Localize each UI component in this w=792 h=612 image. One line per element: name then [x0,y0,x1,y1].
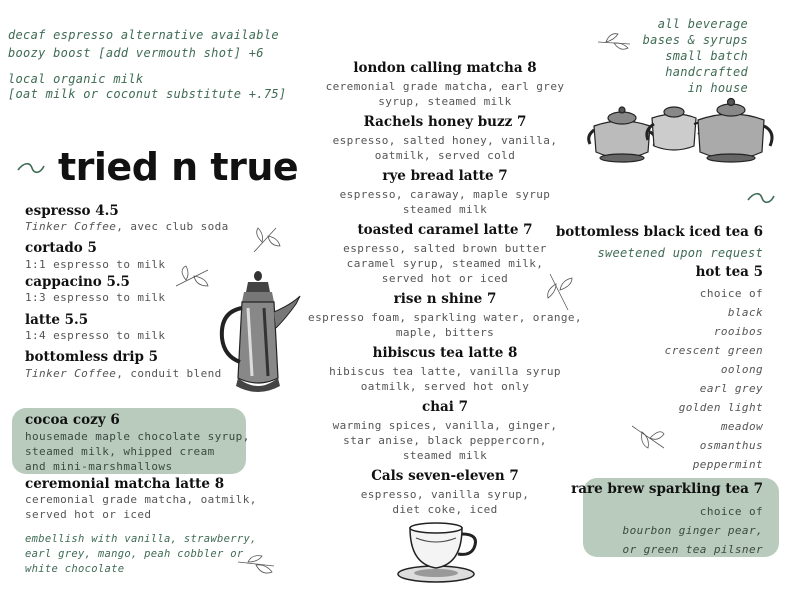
desc-line: steamed milk, whipped cream [25,445,215,458]
bottomless-black-iced-tea-title: bottomless black iced tea 6 [555,224,763,240]
desc-line: ceremonial grade matcha, earl grey [325,80,565,93]
house-note-line: all beverage [657,17,748,31]
desc-line: syrup, steamed milk [378,95,512,108]
tea-choice: peppermint [692,458,763,471]
cappacino-title: cappacino 5.5 [25,274,130,290]
embellish-note [25,532,257,577]
teacup-icon [396,520,482,584]
bottomless-drip-title: bottomless drip 5 [25,349,159,365]
rye-bread-latte-title: rye bread latte 7 [382,168,508,184]
leaf-sprig-icon [544,272,574,312]
swirl-icon [746,190,776,206]
desc-line: served hot or iced [25,508,152,521]
desc-line: espresso foam, sparkling water, orange, [308,311,582,324]
tea-choice: rooibos [713,325,763,338]
desc-line: hibiscus tea latte, vanilla syrup [329,365,561,378]
tea-choice: black [727,306,763,319]
desc-line: espresso, vanilla syrup, [360,488,530,501]
ceremonial-matcha-title: ceremonial matcha latte 8 [25,476,225,492]
leaf-sprig-icon [630,422,666,452]
boozy-note: boozy boost [add vermouth shot] +6 [8,46,264,60]
desc-line: served hot or iced [381,272,509,285]
tea-choice: osmanthus [699,439,763,452]
hibiscus-tea-latte-title: hibiscus tea latte 8 [372,345,518,361]
cortado-desc: 1:1 espresso to milk [25,258,166,271]
espresso-desc: Tinker Coffee, avec club soda [25,220,229,233]
toasted-caramel-latte-title: toasted caramel latte 7 [357,222,533,238]
tea-choice: oolong [720,363,763,376]
latte-title: latte 5.5 [25,312,89,328]
tea-choice: choice of [699,287,763,300]
desc-line: espresso, salted brown butter [343,242,547,255]
teapot-set-icon [586,96,774,168]
espresso-title: espresso 4.5 [25,203,119,219]
latte-desc: 1:4 espresso to milk [25,329,166,342]
desc-line: or green tea pilsner [622,543,763,556]
house-note-line: small batch [665,49,748,63]
section-title: tried n true [58,145,299,189]
embellish-line: embellish with vanilla, strawberry, [25,533,257,545]
tea-choice: earl grey [699,382,763,395]
chai-title: chai 7 [421,399,468,415]
desc-line: housemade maple chocolate syrup, [25,430,250,443]
cals-seven-eleven-title: Cals seven-eleven 7 [371,468,519,484]
desc-line: maple, bitters [395,326,495,339]
desc-line: oatmilk, served hot only [360,380,530,393]
decaf-note: decaf espresso alternative available [8,28,279,42]
milk-note: local organic milk [8,72,144,86]
tea-choice: crescent green [664,344,763,357]
leaf-sprig-icon [596,30,632,54]
house-made-note [643,16,748,96]
house-note-line: bases & syrups [642,33,748,47]
swirl-icon [16,160,46,176]
leaf-sprig-icon [172,264,212,290]
london-calling-desc [300,79,590,109]
rye-bread-latte-desc [300,187,590,217]
desc-line: espresso, caraway, maple syrup [339,188,551,201]
house-note-line: in house [687,81,748,95]
desc-line: steamed milk [402,449,488,462]
desc-line: caramel syrup, steamed milk, [346,257,544,270]
leaf-sprig-icon [236,552,276,578]
cocoa-cozy-title: cocoa cozy 6 [25,412,120,428]
cals-seven-eleven-desc [300,487,590,517]
desc-line: diet coke, iced [392,503,498,516]
london-calling-title: london calling matcha 8 [353,60,537,76]
leaf-sprig-icon [250,224,282,254]
tea-choice: golden light [678,401,763,414]
rare-brew-sparkling-tea-desc [623,502,763,559]
tea-choice: meadow [720,420,763,433]
embellish-line: white chocolate [25,563,125,575]
desc-line: and mini-marshmallows [25,460,173,473]
chai-desc [300,418,590,463]
embellish-line: earl grey, mango, peah cobbler or [25,548,244,560]
house-note-line: handcrafted [665,65,748,79]
rise-n-shine-title: rise n shine 7 [393,291,497,307]
coffee-pot-icon [214,268,304,398]
desc-line: oatmilk, served cold [374,149,516,162]
cocoa-cozy-desc [25,429,250,474]
desc-line: warming spices, vanilla, ginger, [332,419,558,432]
rachels-honey-buzz-desc [300,133,590,163]
rise-n-shine-desc [300,310,590,340]
hot-tea-title: hot tea 5 [695,264,763,280]
desc-line: choice of [699,505,763,518]
hot-tea-choices [665,284,763,474]
rachels-honey-buzz-title: Rachels honey buzz 7 [363,114,527,130]
sweetened-note: sweetened upon request [597,246,763,260]
cappacino-desc: 1:3 espresso to milk [25,291,166,304]
bottomless-drip-desc: Tinker Coffee, conduit blend [25,367,222,380]
desc-line: ceremonial grade matcha, oatmilk, [25,493,257,506]
hibiscus-tea-latte-desc [300,364,590,394]
cortado-title: cortado 5 [25,240,97,256]
milk-substitute-note: [oat milk or coconut substitute +.75] [8,87,287,101]
rare-brew-sparkling-tea-title: rare brew sparkling tea 7 [571,481,763,497]
desc-line: star anise, black peppercorn, [343,434,547,447]
desc-line: espresso, salted honey, vanilla, [332,134,558,147]
ceremonial-matcha-desc [25,492,257,522]
desc-line: steamed milk [402,203,488,216]
desc-line: bourbon ginger pear, [622,524,763,537]
